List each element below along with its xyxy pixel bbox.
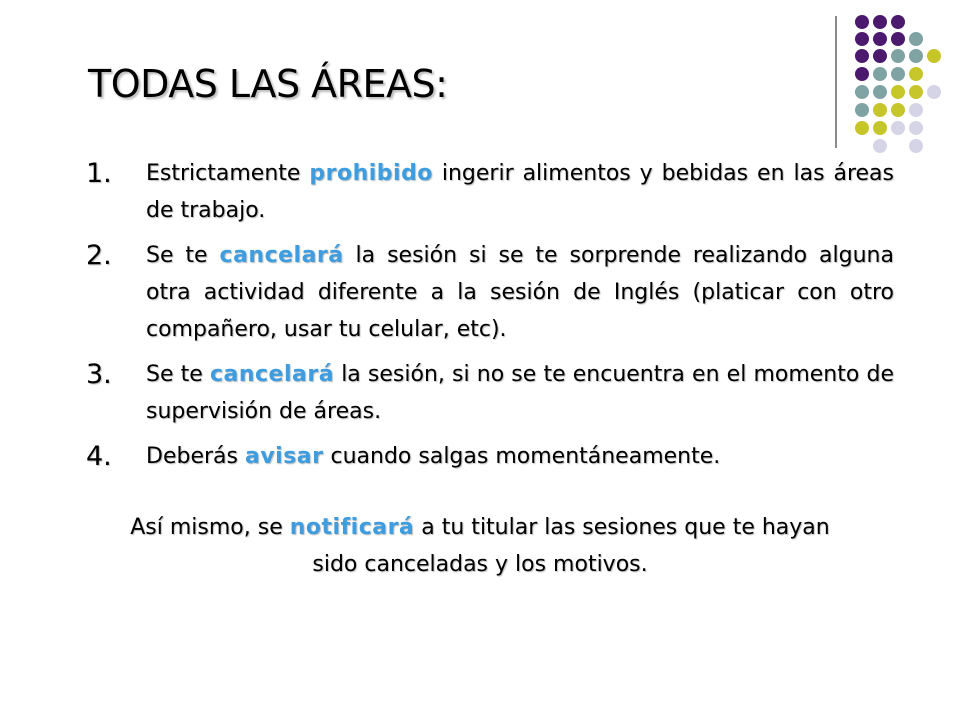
rule-number: 3. xyxy=(86,359,112,390)
decorative-vertical-line xyxy=(835,16,837,148)
decor-dot xyxy=(873,49,887,63)
rule-number: 2. xyxy=(86,240,112,271)
rule-text: Deberás xyxy=(146,444,245,469)
note-text: sido canceladas y los motivos. xyxy=(312,552,648,577)
rule-keyword: cancelará xyxy=(219,243,344,268)
rule-number: 1. xyxy=(86,158,112,189)
rule-keyword: cancelará xyxy=(209,362,335,387)
decor-dot xyxy=(891,15,905,29)
decor-dot xyxy=(927,85,941,99)
decor-dot xyxy=(891,85,905,99)
decor-dot xyxy=(909,139,923,153)
decor-dot xyxy=(909,121,923,135)
rule-text: cuando salgas momentáneamente. xyxy=(323,444,721,469)
decor-dot xyxy=(891,32,905,46)
rules-list xyxy=(86,155,894,483)
rule-text: Se te xyxy=(146,243,220,268)
rule-number: 4. xyxy=(86,441,112,472)
decor-dot xyxy=(873,121,887,135)
decor-dot xyxy=(855,32,869,46)
decor-dot xyxy=(909,103,923,117)
decor-dot xyxy=(927,49,941,63)
decor-dot xyxy=(855,121,869,135)
decor-dot xyxy=(873,15,887,29)
decor-dot xyxy=(891,67,905,81)
decor-dot xyxy=(855,49,869,63)
rule-text: Se te xyxy=(146,362,210,387)
decor-dot xyxy=(855,67,869,81)
decor-dot xyxy=(891,49,905,63)
rule-item xyxy=(86,438,894,475)
rule-text: la sesión si se te sorprende realizando alguna otra actividad diferente a la sesión de Inglés (platicar con otro compañero, usar tu celular, etc). xyxy=(146,243,894,342)
closing-note xyxy=(70,509,890,583)
rule-text: la sesión, si no se te encuentra en el momento de supervisión de áreas. xyxy=(146,362,894,424)
rule-text: Estrictamente xyxy=(146,161,310,186)
decor-dot xyxy=(909,32,923,46)
decor-dot xyxy=(891,121,905,135)
decor-dot xyxy=(873,67,887,81)
rule-keyword: avisar xyxy=(244,444,324,469)
decor-dot xyxy=(855,15,869,29)
decor-dot xyxy=(891,103,905,117)
rule-item xyxy=(86,237,894,348)
decor-dot xyxy=(873,139,887,153)
rule-item xyxy=(86,356,894,430)
decor-dot xyxy=(909,49,923,63)
rule-item xyxy=(86,155,894,229)
note-text: a tu titular las sesiones que te hayan xyxy=(414,515,830,540)
note-text: Así mismo, se xyxy=(130,515,290,540)
rule-text: ingerir alimentos y bebidas en las áreas de trabajo. xyxy=(146,161,894,223)
rule-keyword: prohibido xyxy=(309,161,433,186)
decor-dot xyxy=(873,103,887,117)
decor-dot xyxy=(909,67,923,81)
decor-dot xyxy=(909,85,923,99)
decor-dot xyxy=(855,85,869,99)
decor-dot xyxy=(873,32,887,46)
note-keyword: notificará xyxy=(289,515,415,540)
decor-dot xyxy=(855,103,869,117)
decor-dot xyxy=(873,85,887,99)
slide-title: TODAS LAS ÁREAS: xyxy=(88,62,448,106)
